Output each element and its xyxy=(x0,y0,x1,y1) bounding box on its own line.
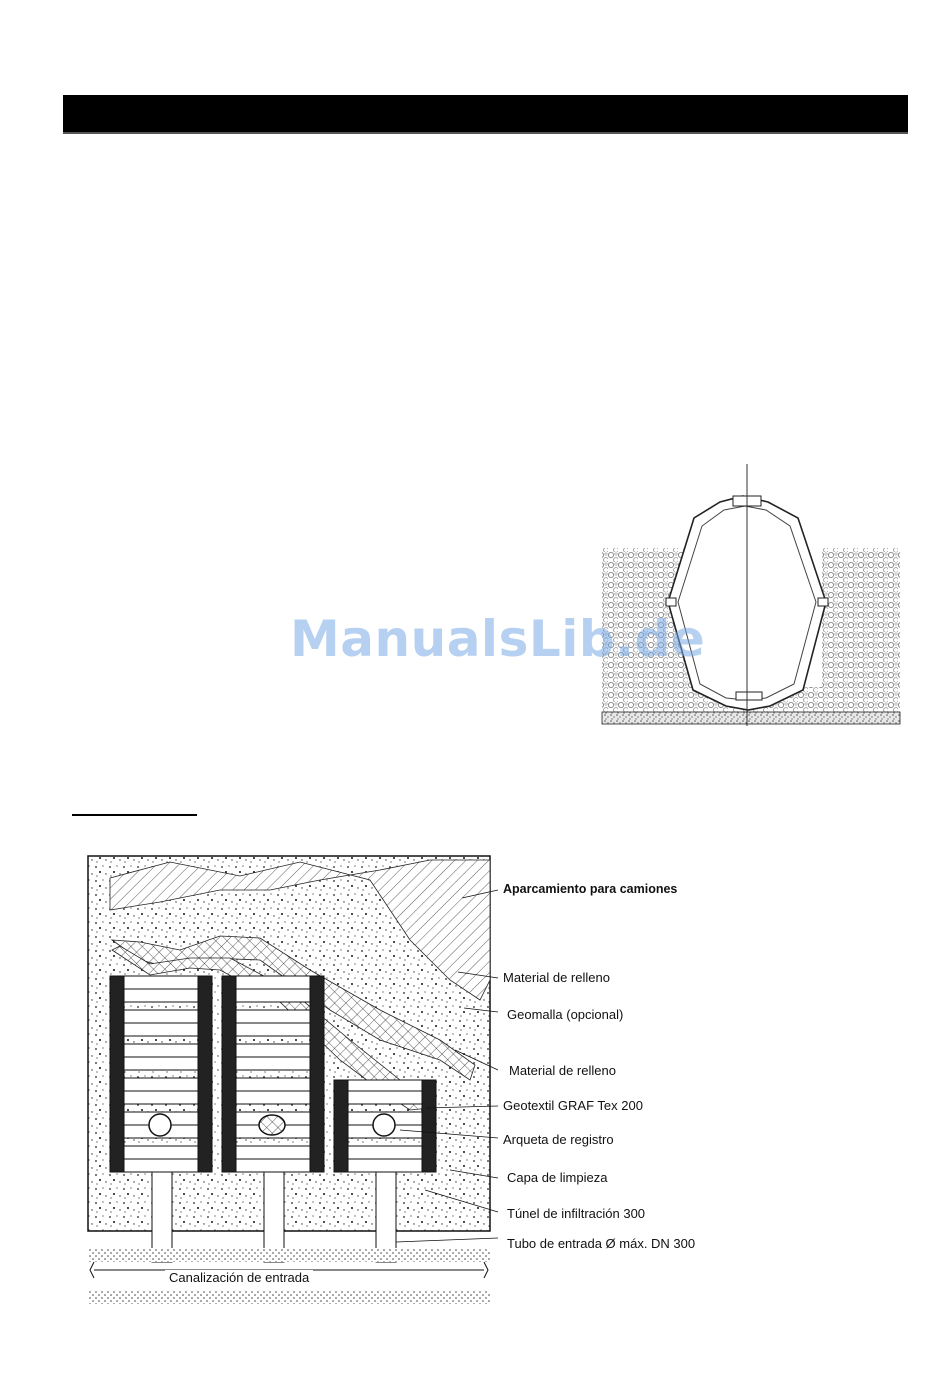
label-inspection-chamber: Arqueta de registro xyxy=(503,1132,614,1147)
label-truck-parking: Aparcamiento para camiones xyxy=(503,882,678,896)
label-geogrid: Geomalla (opcional) xyxy=(507,1007,624,1022)
subsoil-layer xyxy=(88,1248,490,1262)
tank-cross-section-figure xyxy=(598,462,904,728)
label-backfill-2: Material de relleno xyxy=(509,1063,616,1078)
tank-bottom-foot xyxy=(736,692,762,700)
inspection-chamber-1 xyxy=(149,1114,171,1136)
natural-ground xyxy=(88,1290,490,1304)
gravel-fill-right xyxy=(822,548,900,712)
tunnel-column-3 xyxy=(334,1080,436,1172)
label-inlet-pipe: Tubo de entrada Ø máx. DN 300 xyxy=(507,1236,696,1251)
tank-side-flange-right xyxy=(818,598,828,606)
inspection-chamber-2 xyxy=(259,1115,285,1135)
inspection-chamber-3 xyxy=(373,1114,395,1136)
header-bar xyxy=(63,95,908,134)
label-infiltration-tunnel: Túnel de infiltración 300 xyxy=(507,1206,646,1221)
label-backfill-1: Material de relleno xyxy=(503,970,610,985)
label-geotextile: Geotextil GRAF Tex 200 xyxy=(503,1098,643,1113)
tank-side-flange-left xyxy=(666,598,676,606)
label-inlet-channel: Canalización de entrada xyxy=(165,1270,313,1285)
base-layer xyxy=(602,712,900,724)
watermark: ManualsLib.de xyxy=(290,610,706,668)
section-heading-underline xyxy=(72,814,197,816)
infiltration-section-figure xyxy=(80,850,500,1310)
label-blinding-layer: Capa de limpieza xyxy=(507,1170,608,1185)
